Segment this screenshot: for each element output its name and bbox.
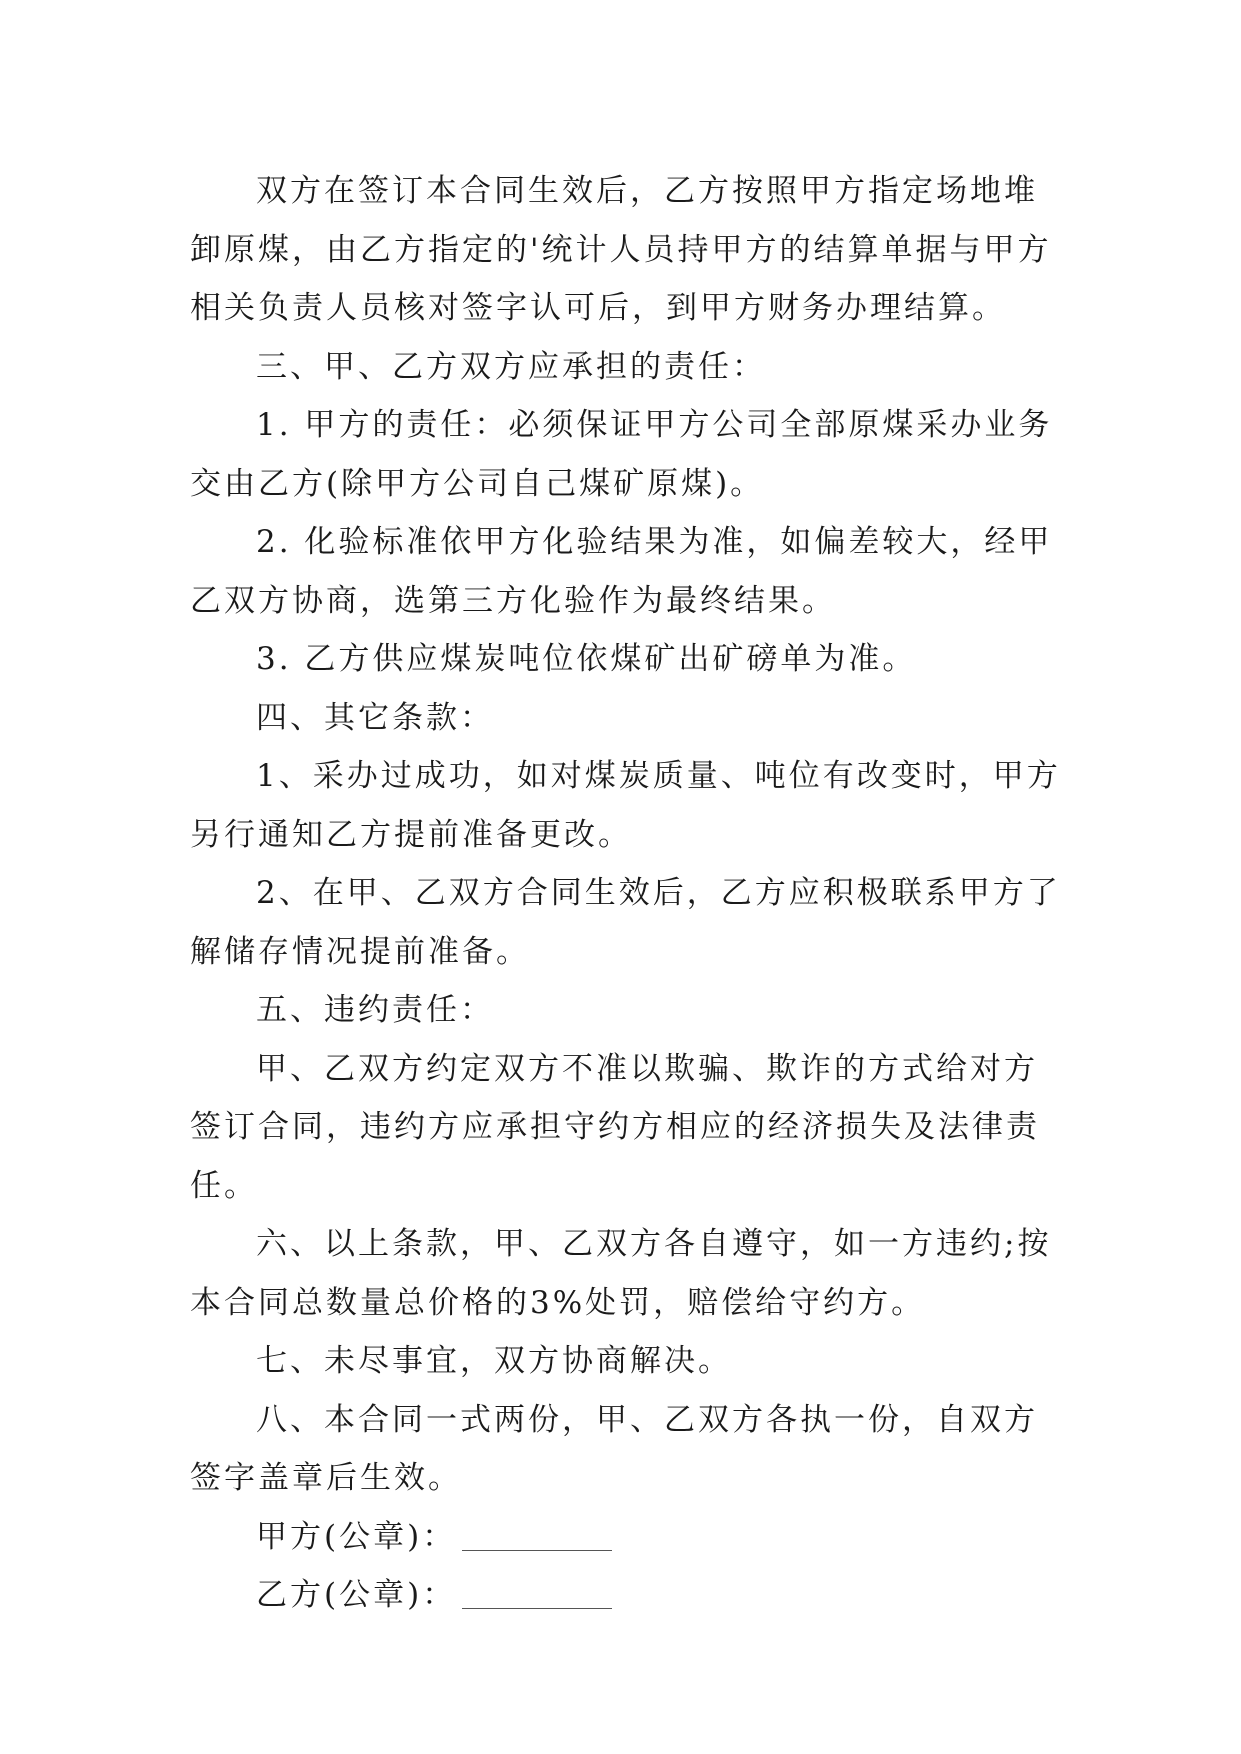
clause-copies: 八、本合同一式两份，甲、乙双方各执一份，自双方签字盖章后生效。: [190, 1401, 1038, 1496]
heading-breach: 五、违约责任：: [256, 992, 494, 1028]
signature-label-party-b: 乙方(公章)：: [256, 1577, 457, 1613]
paragraph-settlement: 双方在签订本合同生效后，乙方按照甲方指定场地堆卸原煤，由乙方指定的'统计人员持甲方的结算单据与甲方相关负责人员核对签字认可后，到甲方财务办理结算。: [190, 173, 1052, 326]
clause-party-a-duty: 1. 甲方的责任：必须保证甲方公司全部原煤采办业务交由乙方(除甲方公司自己煤矿原煤)。: [190, 407, 1053, 502]
heading-other-terms: 四、其它条款：: [256, 699, 494, 736]
clause-change-notice: 1、采办过成功，如对煤炭质量、吨位有改变时，甲方另行通知乙方提前准备更改。: [190, 758, 1061, 853]
signature-party-a: [190, 1508, 1070, 1567]
clause-penalty: 六、以上条款，甲、乙双方各自遵守，如一方违约;按本合同总数量总价格的3%处罚，赔偿给守约方。: [190, 1226, 1052, 1321]
signature-blank-party-b[interactable]: [462, 1578, 612, 1609]
heading-responsibilities: 三、甲、乙方双方应承担的责任：: [256, 348, 766, 385]
clause-tonnage: 3. 乙方供应煤炭吨位依煤矿出矿磅单为准。: [256, 641, 917, 677]
contract-body: [190, 162, 1070, 1625]
clause-assay-standard: 2. 化验标准依甲方化验结果为准，如偏差较大，经甲乙双方协商，选第三方化验作为最终结果。: [190, 524, 1053, 619]
signature-party-b: [190, 1566, 1070, 1625]
signature-blank-party-a[interactable]: [462, 1520, 612, 1551]
clause-no-fraud: 甲、乙双方约定双方不准以欺骗、欺诈的方式给对方签订合同，违约方应承担守约方相应的经济损失及法律责任。: [190, 1050, 1040, 1204]
clause-unresolved: 七、未尽事宜，双方协商解决。: [256, 1343, 732, 1379]
clause-storage-prep: 2、在甲、乙双方合同生效后，乙方应积极联系甲方了解储存情况提前准备。: [190, 875, 1061, 970]
signature-label-party-a: 甲方(公章)：: [256, 1518, 457, 1555]
